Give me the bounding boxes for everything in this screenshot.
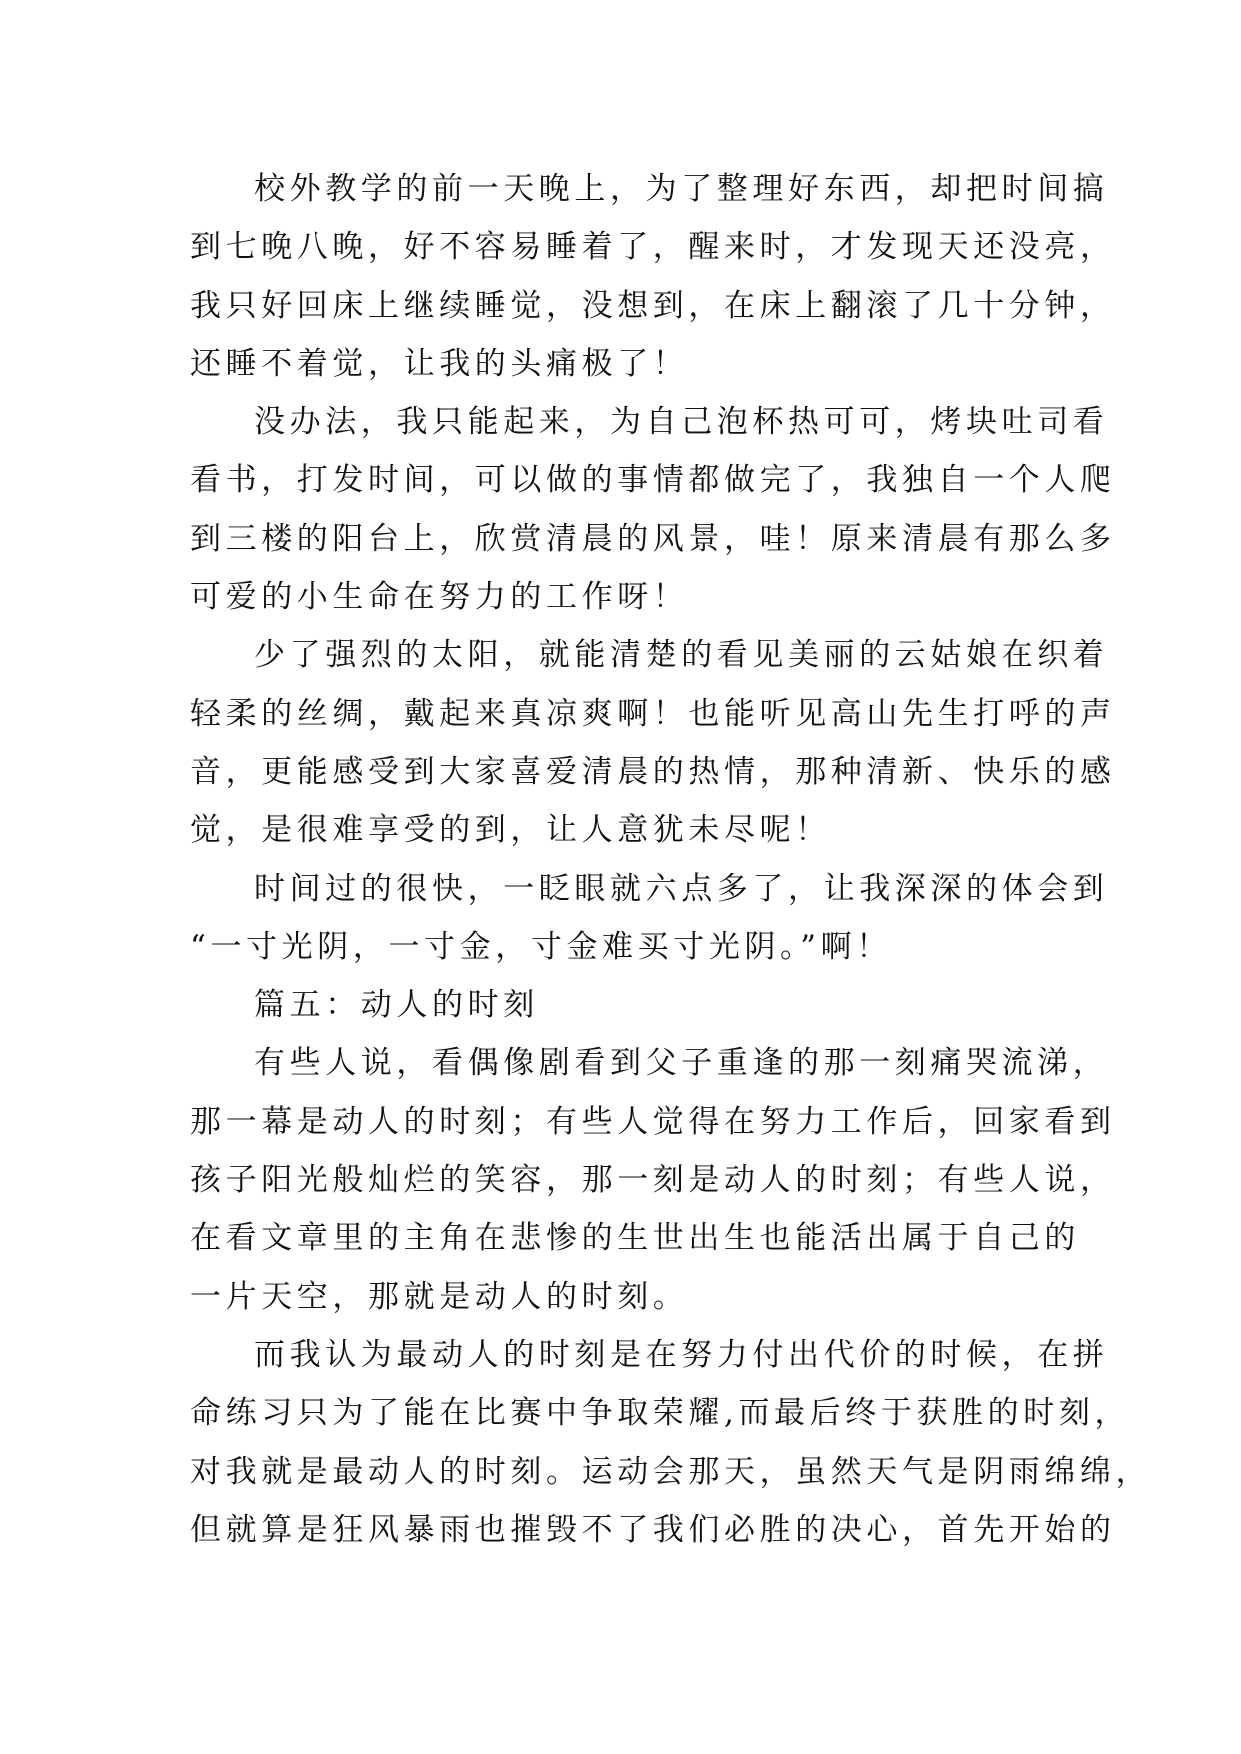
document-body [190, 160, 1152, 1559]
text-line: 一片天空，那就是动人的时刻。 [190, 1278, 689, 1315]
text-line: 轻柔的丝绸，戴起来真凉爽啊！也能听见高山先生打呼的声 [190, 695, 1116, 732]
text-line: 但就算是狂风暴雨也摧毁不了我们必胜的决心，首先开始的 [190, 1511, 1116, 1548]
text-line: 没办法，我只能起来，为自己泡杯热可可，烤块吐司看 [254, 404, 1109, 441]
text-line: 在看文章里的主角在悲惨的生世出生也能活出属于自己的 [190, 1220, 1080, 1257]
text-line: 对我就是最动人的时刻。运动会那天，虽然天气是阴雨绵绵， [190, 1453, 1152, 1490]
text-line: 音，更能感受到大家喜爱清晨的热情，那种清新、快乐的感 [190, 753, 1116, 790]
text-line: 觉，是很难享受的到，让人意犹未尽呢！ [190, 812, 831, 849]
text-line: 校外教学的前一天晚上，为了整理好东西，却把时间搞 [254, 171, 1109, 207]
section-heading: 篇五：动人的时刻 [254, 987, 539, 1024]
text-line: 孩子阳光般灿烂的笑容，那一刻是动人的时刻；有些人说， [190, 1162, 1116, 1199]
text-line: 看书，打发时间，可以做的事情都做完了，我独自一个人爬 [190, 462, 1116, 499]
text-line: 到三楼的阳台上，欣赏清晨的风景，哇！原来清晨有那么多 [190, 520, 1116, 557]
text-line: 而我认为最动人的时刻是在努力付出代价的时候，在拼 [254, 1336, 1109, 1373]
text-line: 少了强烈的太阳，就能清楚的看见美丽的云姑娘在织着 [254, 637, 1109, 674]
text-line: “一寸光阴，一寸金，寸金难买寸光阴。”啊！ [190, 928, 892, 965]
text-line: 那一幕是动人的时刻；有些人觉得在努力工作后，回家看到 [190, 1103, 1116, 1140]
text-line: 可爱的小生命在努力的工作呀！ [190, 579, 689, 616]
text-line: 时间过的很快，一眨眼就六点多了，让我深深的体会到 [254, 870, 1109, 907]
text-line: 命练习只为了能在比赛中争取荣耀,而最后终于获胜的时刻， [190, 1395, 1131, 1432]
text-line: 还睡不着觉，让我的头痛极了！ [190, 345, 689, 382]
text-line: 有些人说，看偶像剧看到父子重逢的那一刻痛哭流涕， [254, 1045, 1109, 1082]
text-line: 到七晚八晚，好不容易睡着了，醒来时，才发现天还没亮， [190, 229, 1116, 266]
text-line: 我只好回床上继续睡觉，没想到，在床上翻滚了几十分钟， [190, 287, 1116, 324]
